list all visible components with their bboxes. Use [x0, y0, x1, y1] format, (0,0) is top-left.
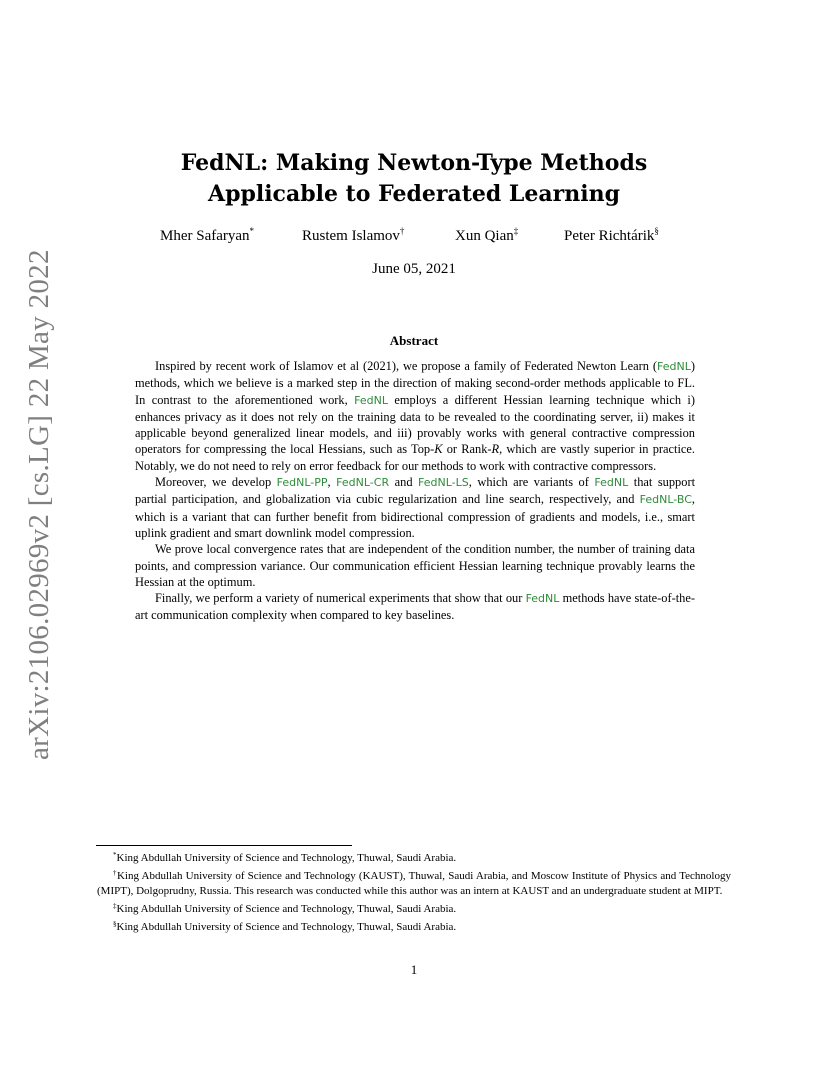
- title-line-1: FedNL: Making Newton-Type Methods: [180, 150, 648, 176]
- text-run: , which are vastly superior in practice. Notably, we do not need to rely on error feedback for our methods to work with contractive compressors.: [135, 442, 695, 473]
- author-richtarik: [564, 226, 659, 245]
- author-mark: ‡: [513, 226, 519, 236]
- footnotes: [97, 848, 731, 935]
- author-name: Xun Qian: [455, 228, 514, 244]
- author-name: Mher Safaryan: [160, 228, 250, 244]
- method-name: FedNL: [657, 360, 691, 373]
- author-name: Peter Richtárik: [564, 228, 655, 244]
- abstract-body: [135, 358, 695, 624]
- abstract-paragraph-1: [135, 358, 695, 474]
- author-safaryan: [160, 226, 254, 245]
- text-run: Finally, we perform a variety of numerical experiments that show that our: [155, 591, 526, 606]
- footnote-text: King Abdullah University of Science and Technology (KAUST), Thuwal, Saudi Arabia, and Moscow Institute of Physics and Technology (MIPT), Dolgoprudny, Russia. This research was conducted while this author was an intern at KAUST and an undergraduate student at MIPT.: [97, 870, 731, 897]
- footnote: [97, 899, 731, 917]
- text-run: employs a different Hessian learning technique which i) enhances privacy as it does not rely on the training data to be revealed to the coordinating server, ii) makes it applicable beyond generalized linear models, and iii) provably works with general contractive compression operators for compressing the local Hessians, such as Top-: [135, 392, 695, 457]
- footnote-mark: ‡: [113, 902, 117, 910]
- author-qian: [455, 226, 518, 245]
- author-islamov: [302, 226, 404, 245]
- author-mark: *: [249, 226, 255, 236]
- method-name: FedNL-CR: [336, 476, 390, 490]
- footnote: [97, 848, 731, 866]
- abstract-paragraph-3: We prove local convergence rates that are independent of the condition number, the number of training data points, and compression variance. Our communication efficient Hessian learning technique provably learns the Hessian at the optimum.: [135, 542, 695, 589]
- method-name: FedNL: [354, 393, 388, 407]
- footnote-divider: [96, 845, 352, 846]
- text-run: ) methods, which we believe is a marked step in the direction of making second-order methods applicable to FL. In contrast to the aforementioned work,: [135, 359, 695, 407]
- text-run: that support partial participation, and globalization via cubic regularization and line search, respectively, and: [135, 475, 696, 507]
- title-line-2: Applicable to Federated Learning: [208, 181, 620, 207]
- method-name: FedNL: [525, 592, 560, 606]
- paper-title: [0, 148, 828, 210]
- paper-date: June 05, 2021: [372, 261, 456, 277]
- footnote-mark: †: [113, 869, 117, 877]
- text-run: Inspired by recent work of Islamov et al (2021), we propose a family of Federated Newton Learn (: [155, 359, 658, 373]
- math-symbol: K: [434, 442, 443, 457]
- footnote-text: King Abdullah University of Science and Technology, Thuwal, Saudi Arabia.: [116, 921, 457, 933]
- footnote-mark: *: [113, 851, 117, 859]
- method-name: FedNL-BC: [639, 493, 692, 507]
- footnote-mark: §: [113, 920, 117, 928]
- method-name: FedNL-PP: [276, 476, 328, 490]
- method-name: FedNL: [594, 476, 629, 490]
- text-run: , which is a variant that can further benefit from bidirectional compression of gradients and models, i.e., smart uplink gradient and smart downlink model compression.: [135, 492, 695, 540]
- text-run: Moreover, we develop: [155, 475, 277, 490]
- abstract-paragraph-4: [135, 590, 695, 624]
- text-run: methods have state-of-the-art communication complexity when compared to key baselines.: [135, 591, 695, 623]
- footnote-text: King Abdullah University of Science and Technology, Thuwal, Saudi Arabia.: [116, 852, 457, 864]
- text-run: or Rank-: [442, 442, 492, 457]
- footnote: [97, 866, 731, 899]
- abstract-paragraph-2: [135, 474, 695, 541]
- author-mark: §: [654, 226, 659, 236]
- page-number: 1: [410, 962, 418, 977]
- text-run: and: [389, 475, 419, 490]
- author-mark: †: [399, 226, 405, 236]
- text-run: ,: [327, 475, 337, 490]
- footnote: [97, 917, 731, 935]
- author-name: Rustem Islamov: [302, 228, 400, 244]
- math-symbol: R: [491, 442, 500, 457]
- text-run: , which are variants of: [468, 475, 595, 490]
- arxiv-identifier: arXiv:2106.02969v2 [cs.LG] 22 May 2022: [23, 249, 55, 760]
- method-name: FedNL-LS: [418, 476, 469, 490]
- abstract-heading: Abstract: [389, 333, 439, 348]
- footnote-text: King Abdullah University of Science and Technology, Thuwal, Saudi Arabia.: [116, 903, 457, 915]
